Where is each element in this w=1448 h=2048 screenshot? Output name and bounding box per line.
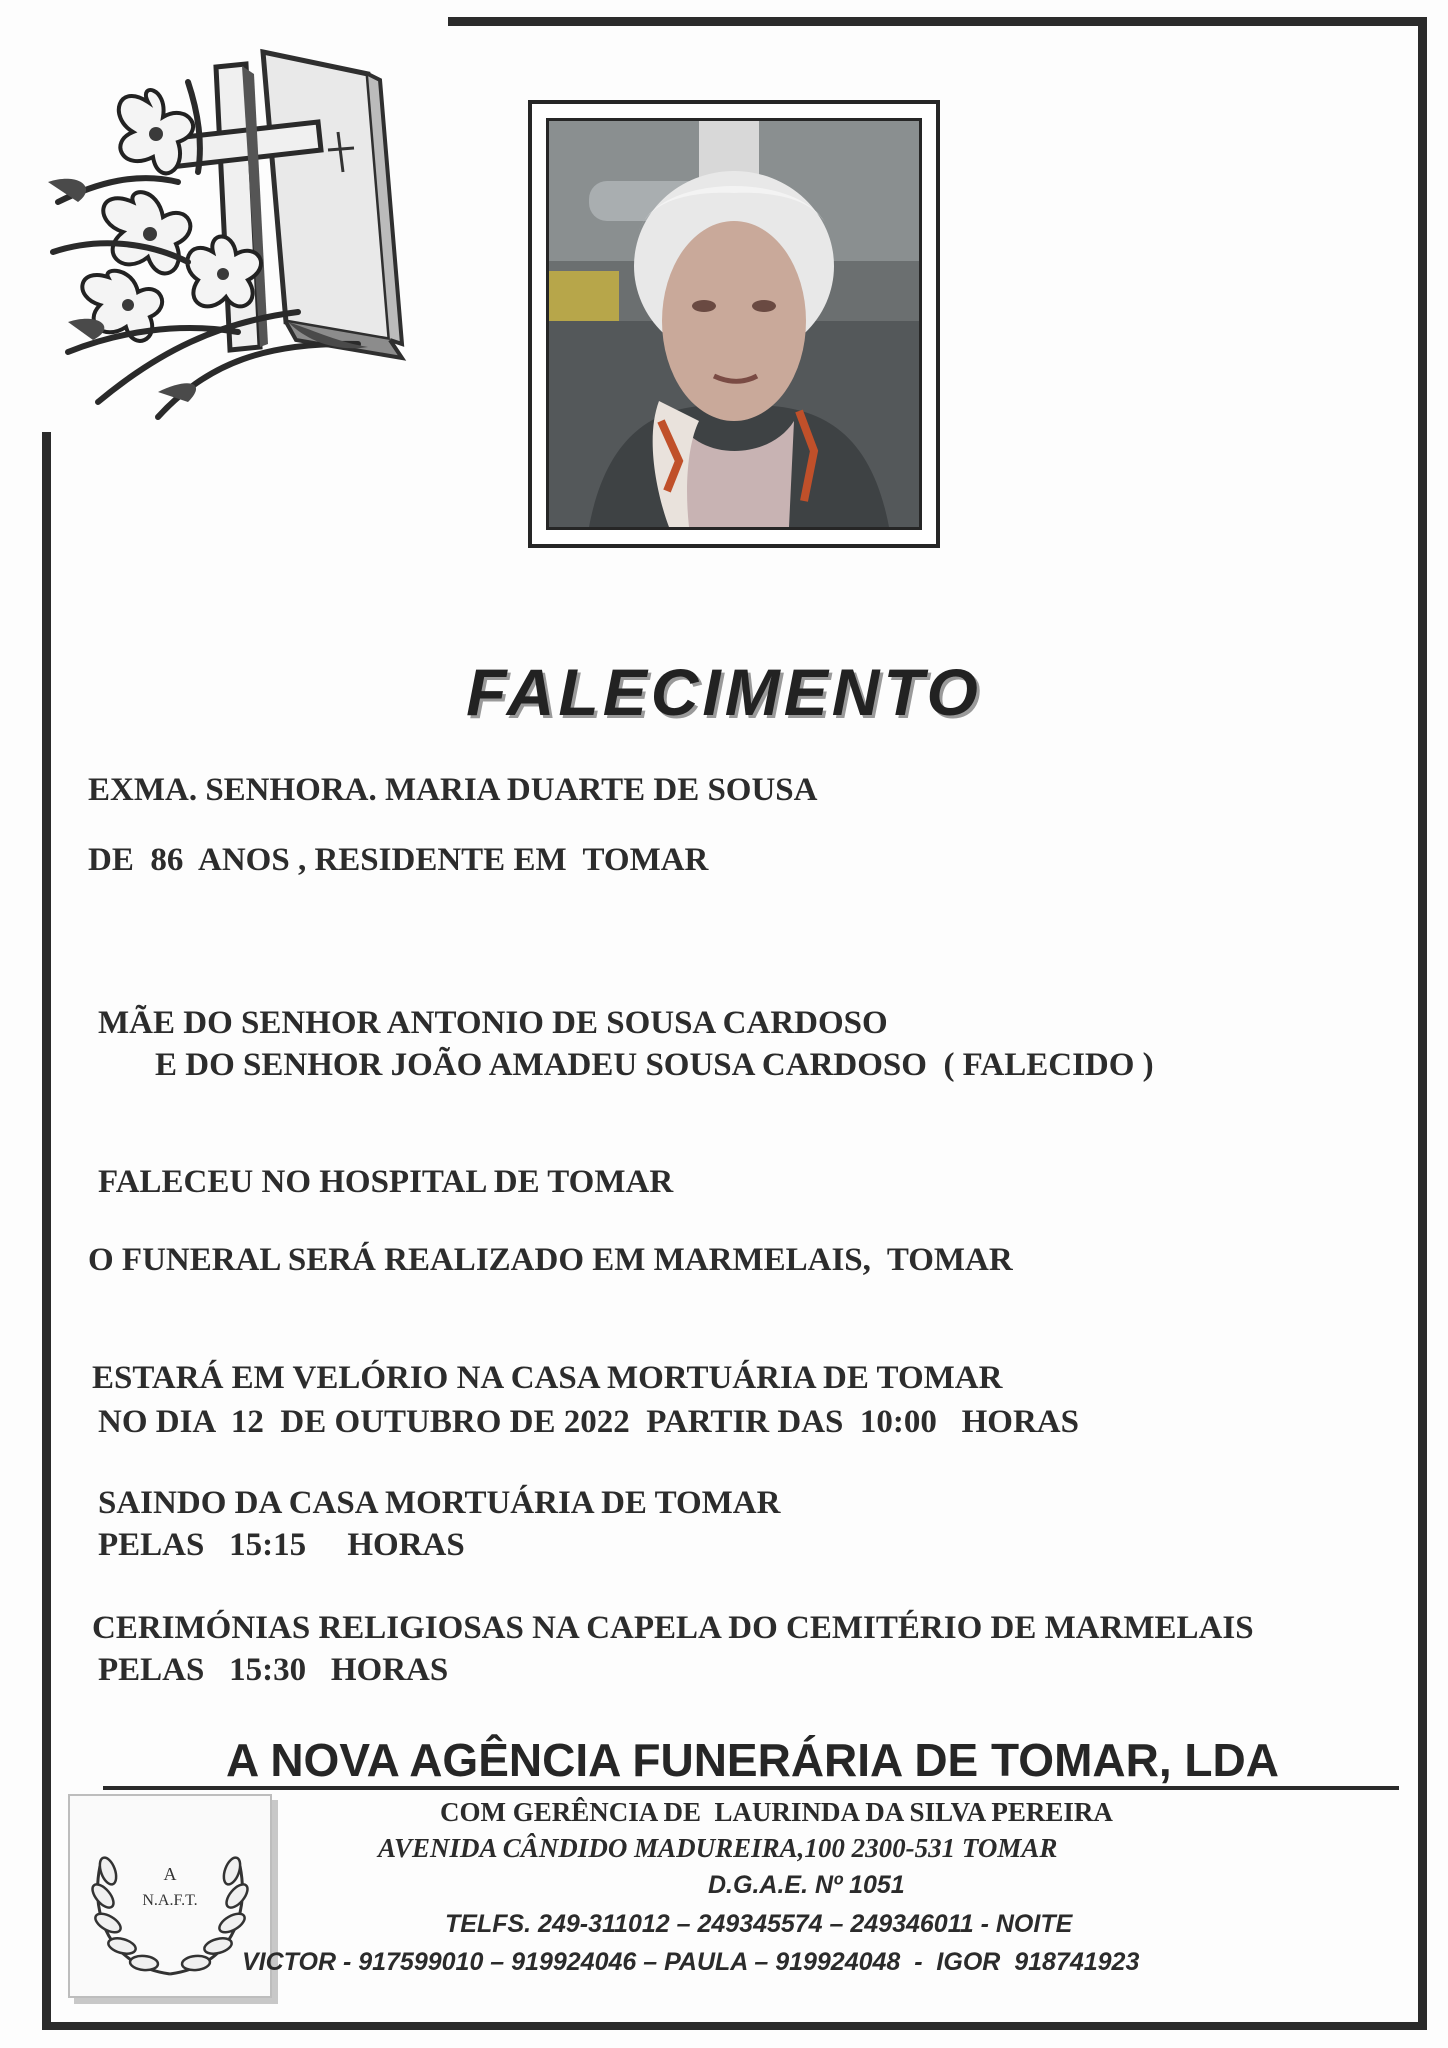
departure-line-2: PELAS 15:15 HORAS <box>98 1527 465 1563</box>
agency-dgae: D.G.A.E. Nº 1051 <box>708 1871 905 1899</box>
death-place-line: FALECEU NO HOSPITAL DE TOMAR <box>98 1164 674 1200</box>
ceremony-line-2: PELAS 15:30 HORAS <box>98 1652 449 1688</box>
frame-right-border <box>1418 17 1427 2029</box>
agency-address: AVENIDA CÂNDIDO MADUREIRA,100 2300-531 TOMAR <box>378 1833 1058 1863</box>
deceased-name-line: EXMA. SENHORA. MARIA DUARTE DE SOUSA <box>88 772 818 808</box>
frame-top-border <box>448 17 1426 26</box>
ceremony-line-1: CERIMÓNIAS RELIGIOSAS NA CAPELA DO CEMITÉRIO DE MARMELAIS <box>92 1610 1254 1646</box>
funeral-place-line: O FUNERAL SERÁ REALIZADO EM MARMELAIS, TOMAR <box>88 1242 1013 1278</box>
agency-management: COM GERÊNCIA DE LAURINDA DA SILVA PEREIRA <box>440 1797 1113 1827</box>
wake-line-1: ESTARÁ EM VELÓRIO NA CASA MORTUÁRIA DE TOMAR <box>92 1360 1003 1396</box>
agency-night-contacts: VICTOR - 917599010 – 919924046 – PAULA – 919924048 - IGOR 918741923 <box>242 1948 1140 1976</box>
family-line-2: E DO SENHOR JOÃO AMADEU SOUSA CARDOSO ( FALECIDO ) <box>155 1047 1154 1083</box>
logo-letter: A <box>163 1864 177 1884</box>
page-title: FALECIMENTO <box>466 655 982 729</box>
cross-lily-emblem-icon <box>38 22 448 432</box>
portrait-photo <box>546 118 922 530</box>
departure-line-1: SAINDO DA CASA MORTUÁRIA DE TOMAR <box>98 1485 781 1521</box>
family-line-1: MÃE DO SENHOR ANTONIO DE SOUSA CARDOSO <box>98 1005 888 1041</box>
portrait-image <box>549 121 919 527</box>
portrait-frame <box>528 100 940 548</box>
logo-initials: N.A.F.T. <box>142 1892 198 1909</box>
frame-bottom-border <box>42 2022 1427 2030</box>
agency-phones: TELFS. 249-311012 – 249345574 – 249346011 - NOITE <box>445 1910 1073 1938</box>
deceased-age-residence-line: DE 86 ANOS , RESIDENTE EM TOMAR <box>88 842 709 878</box>
wake-line-2: NO DIA 12 DE OUTUBRO DE 2022 PARTIR DAS 10:00 HORAS <box>98 1404 1079 1440</box>
agency-underline <box>103 1786 1399 1790</box>
agency-name: A NOVA AGÊNCIA FUNERÁRIA DE TOMAR, LDA <box>226 1734 1279 1786</box>
